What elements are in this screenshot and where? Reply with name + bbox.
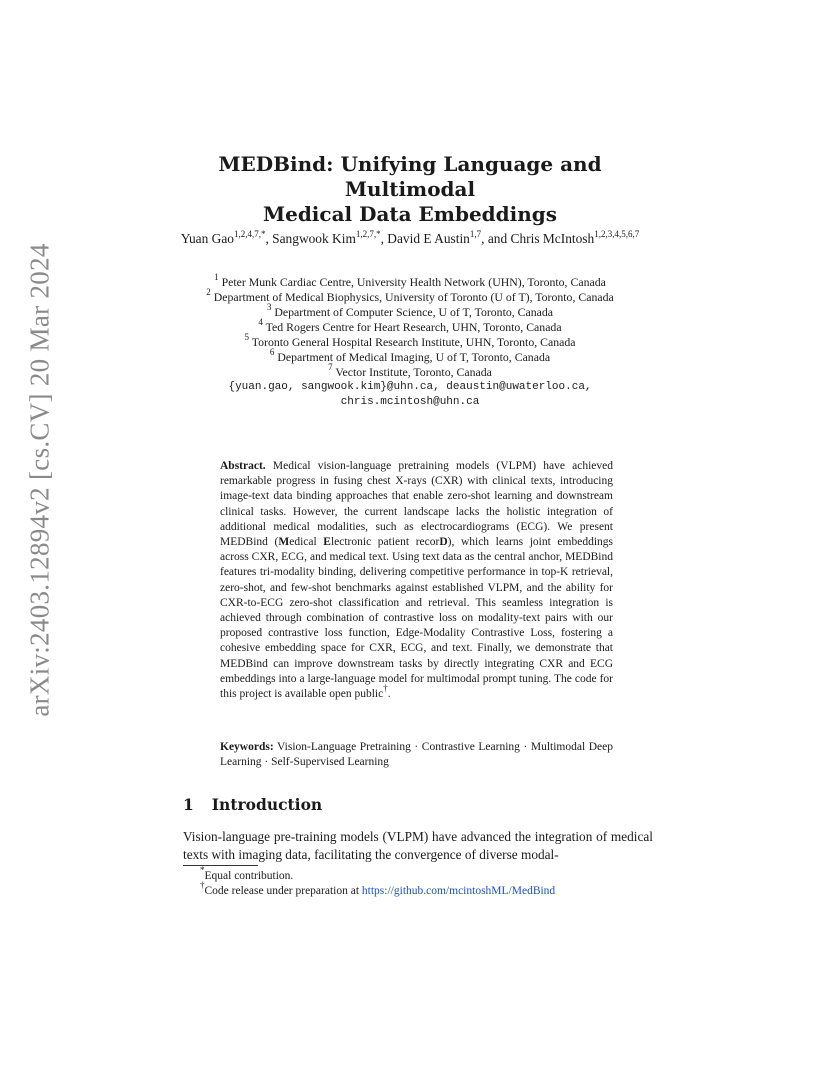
- abstract-bold-d: D: [439, 536, 448, 549]
- abstract-text-3: lectronic patient recor: [330, 536, 440, 549]
- section-number: 1: [183, 795, 194, 814]
- abstract-text-4: ), which learns joint embeddings across CXR, ECG, and medical text. Using text data as the central anchor, MEDBind features tri-modality binding, delivering competitive performance in top-K retrieval, zero-shot, and few-shot benchmarks against established VLPM, and the ability for CXR-to-ECG zero-shot classification and retrieval. This seamless integration is achieved through combination of contrastive loss on modality-text pairs with our proposed contrastive loss function, Edge-Modality Contrastive Loss, fostering a cohesive embedding space for CXR, ECG, and text. Finally, we demonstrate that MEDBind can improve downstream tasks by directly integrating CXR and ECG embeddings into a large-language model for multimodal prompt tuning. The code for this project is available open public: [220, 536, 613, 701]
- abstract-dagger: †: [383, 683, 388, 694]
- affiliation-4-text: Ted Rogers Centre for Heart Research, UHN, Toronto, Canada: [265, 320, 562, 334]
- author-list: [180, 230, 640, 247]
- abstract-label: Abstract.: [220, 460, 266, 472]
- email-line-1: {yuan.gao, sangwook.kim}@uhn.ca, deaustin@uwaterloo.ca,: [228, 381, 592, 393]
- keywords-label: Keywords:: [220, 741, 274, 753]
- affiliation-4-num: 4: [258, 317, 263, 328]
- footnote-2-mark: †: [200, 880, 205, 891]
- affiliation-3: [180, 302, 640, 320]
- title-line-1: MEDBind: Unifying Language and Multimodal: [218, 152, 602, 201]
- affiliation-3-num: 3: [266, 302, 272, 313]
- footnote-2-text: Code release under preparation at: [204, 885, 362, 897]
- author-2-affil: 1,2,7,*: [355, 228, 381, 239]
- affiliation-1-num: 1: [214, 272, 219, 283]
- abstract-bold-m: M: [278, 536, 290, 549]
- affiliation-4: [180, 317, 640, 335]
- affiliation-2: [180, 287, 640, 305]
- github-link[interactable]: https://github.com/mcintoshML/MedBind: [361, 885, 556, 897]
- abstract-text-2: edical: [289, 536, 324, 549]
- email-line-2: chris.mcintosh@uhn.ca: [340, 396, 480, 408]
- affiliation-3-text: Department of Computer Science, U of T, Toronto, Canada: [274, 305, 554, 319]
- arxiv-id-text: arXiv:2403.12894v2 [cs.CV] 20 Mar 2024: [24, 243, 55, 717]
- affiliations: [180, 272, 640, 410]
- affiliation-2-text: Department of Medical Biophysics, University of Toronto (U of T), Toronto, Canada: [213, 290, 614, 304]
- title-line-2: Medical Data Embeddings: [262, 202, 558, 226]
- section-heading: [183, 795, 322, 814]
- affiliation-7-num: 7: [328, 362, 333, 373]
- abstract: [220, 459, 613, 702]
- abstract-bold-e: E: [323, 536, 331, 549]
- footnotes: [200, 865, 556, 899]
- arxiv-identifier-stamp: [22, 243, 58, 717]
- affiliation-6-text: Department of Medical Imaging, U of T, Toronto, Canada: [277, 350, 551, 364]
- footnote-1-mark: *: [200, 865, 205, 876]
- author-4-affil: 1,2,3,4,5,6,7: [594, 228, 640, 239]
- affiliation-5-num: 5: [244, 332, 249, 343]
- affiliation-7-text: Vector Institute, Toronto, Canada: [335, 365, 492, 379]
- footnote-1-text: Equal contribution.: [204, 870, 294, 882]
- affiliation-1: [180, 272, 640, 290]
- affiliation-6-num: 6: [269, 347, 275, 358]
- abstract-end: .: [387, 688, 391, 701]
- footnote-2: [200, 880, 556, 899]
- paper-title: [160, 152, 660, 227]
- affiliation-2-num: 2: [206, 287, 211, 298]
- footnote-rule: [183, 865, 258, 866]
- intro-paragraph: Vision-language pre-training models (VLPM) have advanced the integration of medical texts with imaging data, facilitating the convergence of diverse modal-: [183, 829, 653, 862]
- author-3-affil: 1,7: [469, 228, 482, 239]
- affiliation-1-text: Peter Munk Cardiac Centre, University Health Network (UHN), Toronto, Canada: [221, 275, 606, 289]
- affiliation-6: [180, 347, 640, 365]
- author-3-name: , David E Austin: [380, 231, 470, 246]
- keywords-text: Vision-Language Pretraining · Contrastive Learning · Multimodal Deep Learning · Self-Supervised Learning: [220, 741, 613, 769]
- abstract-text-1: Medical vision-language pretraining models (VLPM) have achieved remarkable progress in fusing chest X-rays (CXR) with clinical texts, introducing image-text data binding approaches that enable zero-shot learning and downstream clinical tasks. However, the current landscape lacks the holistic integration of additional medical modalities, such as electrocardiograms (ECG). We present MEDBind (: [220, 460, 613, 549]
- keywords: [220, 740, 613, 770]
- affiliation-5-text: Toronto General Hospital Research Institute, UHN, Toronto, Canada: [251, 335, 576, 349]
- author-2-name: , Sangwook Kim: [265, 231, 356, 246]
- affiliation-5: [180, 332, 640, 350]
- footnote-1: [200, 865, 555, 884]
- affiliation-7: [180, 362, 640, 380]
- author-1-affil: 1,2,4,7,*: [233, 228, 266, 239]
- author-4-name: , and Chris McIntosh: [481, 231, 595, 246]
- author-1-name: Yuan Gao: [180, 231, 234, 246]
- section-title: Introduction: [211, 795, 323, 814]
